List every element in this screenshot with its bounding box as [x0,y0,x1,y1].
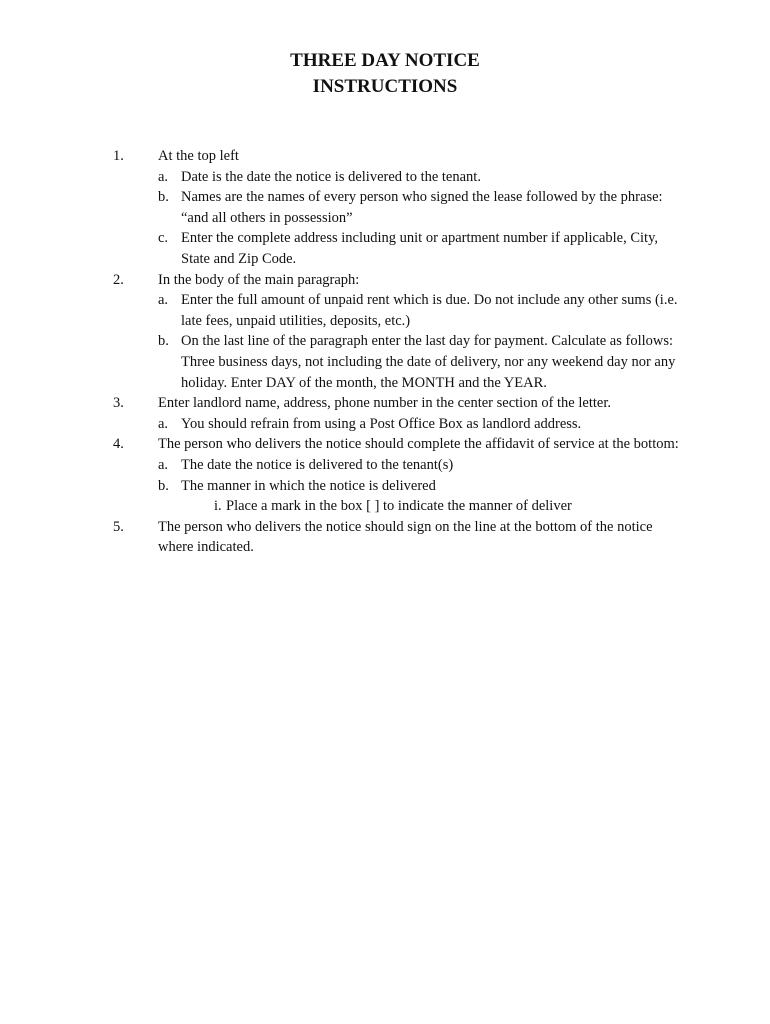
sub-item-4b [0,476,770,497]
sub-item-3a [0,414,770,435]
sub-item-text: The manner in which the notice is delivered [181,477,436,494]
sub-item-letter: a. [158,456,169,473]
sub-item-letter: b. [158,189,169,206]
sub-item-text: The date the notice is delivered to the tenant(s) [181,456,454,473]
item-number: 5. [113,518,124,535]
sub-item-text: Date is the date the notice is delivered to the tenant. [181,168,481,185]
sub-item-2a [0,290,770,331]
instruction-item-5 [0,517,770,558]
title-line-2: INSTRUCTIONS [312,76,458,97]
document-title [0,48,770,100]
sub-sub-item-letter: i. [214,498,222,515]
item-text: The person who delivers the notice should complete the affidavit of service at the bottom: [158,436,679,453]
sub-item-letter: a. [158,415,169,432]
item-text: At the top left [158,148,239,164]
sub-item-text: You should refrain from using a Post Office Box as landlord address. [181,415,582,432]
sub-item-1b [0,187,770,228]
sub-item-letter: a. [158,168,169,185]
sub-item-text: Enter the full amount of unpaid rent which is due. Do not include any other sums (i.e. late fees, unpaid utilities, deposits, etc.) [181,292,678,329]
sub-sub-item-4bi [0,496,770,517]
sub-item-letter: b. [158,477,169,494]
instruction-item-3 [0,393,770,414]
sub-item-letter: b. [158,333,169,350]
sub-item-text: On the last line of the paragraph enter the last day for payment. Calculate as follows: Three business days, not including the date of delivery, nor any weekend day nor any holiday. Enter DAY of the month, the MONTH and the YEAR. [181,333,676,391]
sub-item-text: Enter the complete address including unit or apartment number if applicable, City, State and Zip Code. [181,230,659,267]
sub-item-letter: a. [158,292,169,309]
sub-sub-item-text: Place a mark in the box [ ] to indicate the manner of deliver [226,498,572,515]
instruction-item-1 [0,146,770,167]
item-text: Enter landlord name, address, phone number in the center section of the letter. [158,395,611,412]
sub-item-text: Names are the names of every person who signed the lease followed by the phrase: “and all others in possession” [181,189,663,226]
sub-item-4a [0,455,770,476]
instruction-item-2 [0,270,770,291]
instruction-list [0,146,770,558]
item-number: 3. [113,395,124,412]
instruction-item-4 [0,434,770,455]
sub-item-1c [0,228,770,269]
item-number: 4. [113,436,124,453]
item-text: In the body of the main paragraph: [158,271,360,288]
item-number: 2. [113,271,124,288]
sub-item-letter: c. [158,230,169,247]
sub-item-2b [0,331,770,393]
item-number: 1. [113,148,124,164]
item-text: The person who delivers the notice should sign on the line at the bottom of the notice where indicated. [158,518,653,556]
sub-item-1a [0,167,770,188]
title-line-1: THREE DAY NOTICE [290,50,480,71]
